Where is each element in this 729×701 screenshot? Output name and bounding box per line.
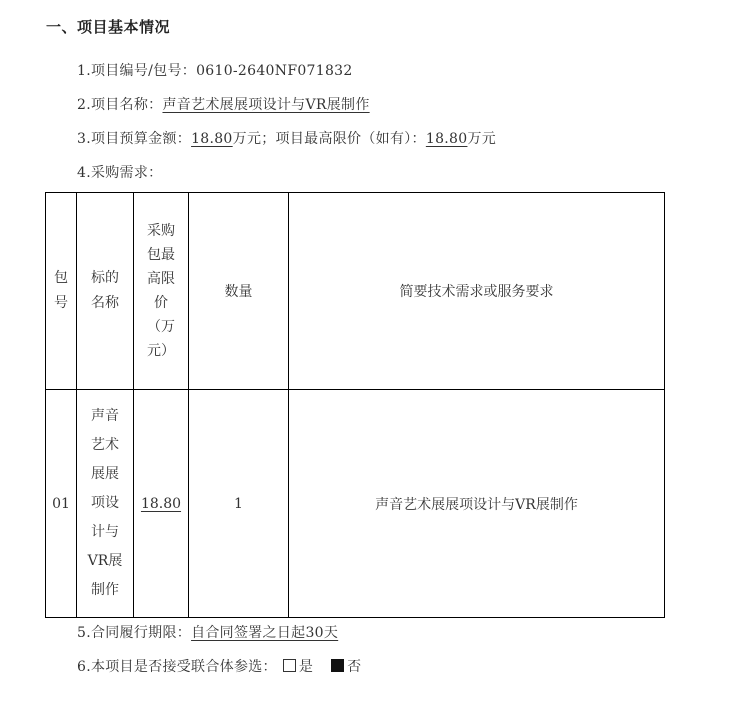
project-name-line — [77, 94, 370, 114]
header-target-name-line: 名称 — [91, 295, 119, 311]
table-header-row — [46, 193, 665, 390]
consortium-line — [77, 656, 361, 676]
header-max-price-line: （万 — [147, 319, 175, 335]
contract-period-value: 自合同签署之日起30天 — [191, 625, 339, 641]
budget-unit: 万元；项目最高限价（如有）： — [232, 131, 426, 147]
header-max-price-line: 采购 — [147, 223, 175, 239]
header-max-price — [134, 193, 189, 390]
header-quantity: 数量 — [189, 193, 289, 390]
budget-line — [77, 128, 496, 148]
cell-target-name-line: 计与 — [91, 524, 119, 540]
cell-target-name-line: 展展 — [91, 466, 119, 482]
consortium-label: 6.本项目是否接受联合体参选： — [77, 659, 277, 675]
cell-max-price-value: 18.80 — [140, 495, 182, 512]
project-number-value: 0610-2640NF071832 — [196, 63, 353, 79]
contract-period-label: 5.合同履行期限： — [77, 625, 192, 641]
header-target-name — [77, 193, 134, 390]
checkbox-yes[interactable] — [283, 659, 296, 672]
cell-target-name-line: 项设 — [91, 495, 119, 511]
header-requirements: 简要技术需求或服务要求 — [289, 193, 665, 390]
header-target-name-line: 标的 — [91, 270, 119, 286]
cell-target-name-line: 制作 — [91, 582, 119, 598]
project-name-label: 2.项目名称： — [77, 97, 163, 113]
cell-quantity: 1 — [189, 390, 289, 618]
header-package-line: 包 — [54, 270, 68, 286]
project-number-line — [77, 60, 353, 80]
header-package-line: 号 — [54, 295, 68, 311]
checkbox-no[interactable] — [331, 659, 344, 672]
header-max-price-line: 包最 — [147, 247, 175, 263]
project-number-label: 1.项目编号/包号： — [77, 63, 197, 79]
header-max-price-line: 高限 — [147, 271, 175, 287]
requirement-label: 4.采购需求： — [77, 165, 163, 181]
max-price-value: 18.80 — [425, 131, 468, 147]
max-price-unit: 万元 — [467, 131, 497, 147]
requirements-table — [45, 192, 665, 618]
cell-target-name-line: 声音 — [91, 408, 119, 424]
header-max-price-line: 元） — [147, 343, 175, 359]
cell-target-name-line: VR展 — [87, 553, 123, 569]
cell-target-name — [77, 390, 134, 618]
contract-period-line — [77, 622, 338, 642]
section-heading: 一、项目基本情况 — [46, 18, 171, 36]
header-package — [46, 193, 77, 390]
option-no-label: 否 — [347, 659, 362, 675]
cell-requirements: 声音艺术展展项设计与VR展制作 — [289, 390, 665, 618]
budget-value: 18.80 — [191, 131, 233, 147]
header-max-price-line: 价 — [154, 295, 168, 311]
budget-label: 3.项目预算金额： — [77, 131, 192, 147]
option-yes-label: 是 — [298, 659, 314, 675]
cell-target-name-line: 艺术 — [91, 437, 119, 453]
cell-max-price — [134, 390, 189, 618]
project-name-value: 声音艺术展展项设计与VR展制作 — [162, 97, 370, 113]
table-row — [46, 390, 665, 618]
cell-package: 01 — [46, 390, 77, 618]
